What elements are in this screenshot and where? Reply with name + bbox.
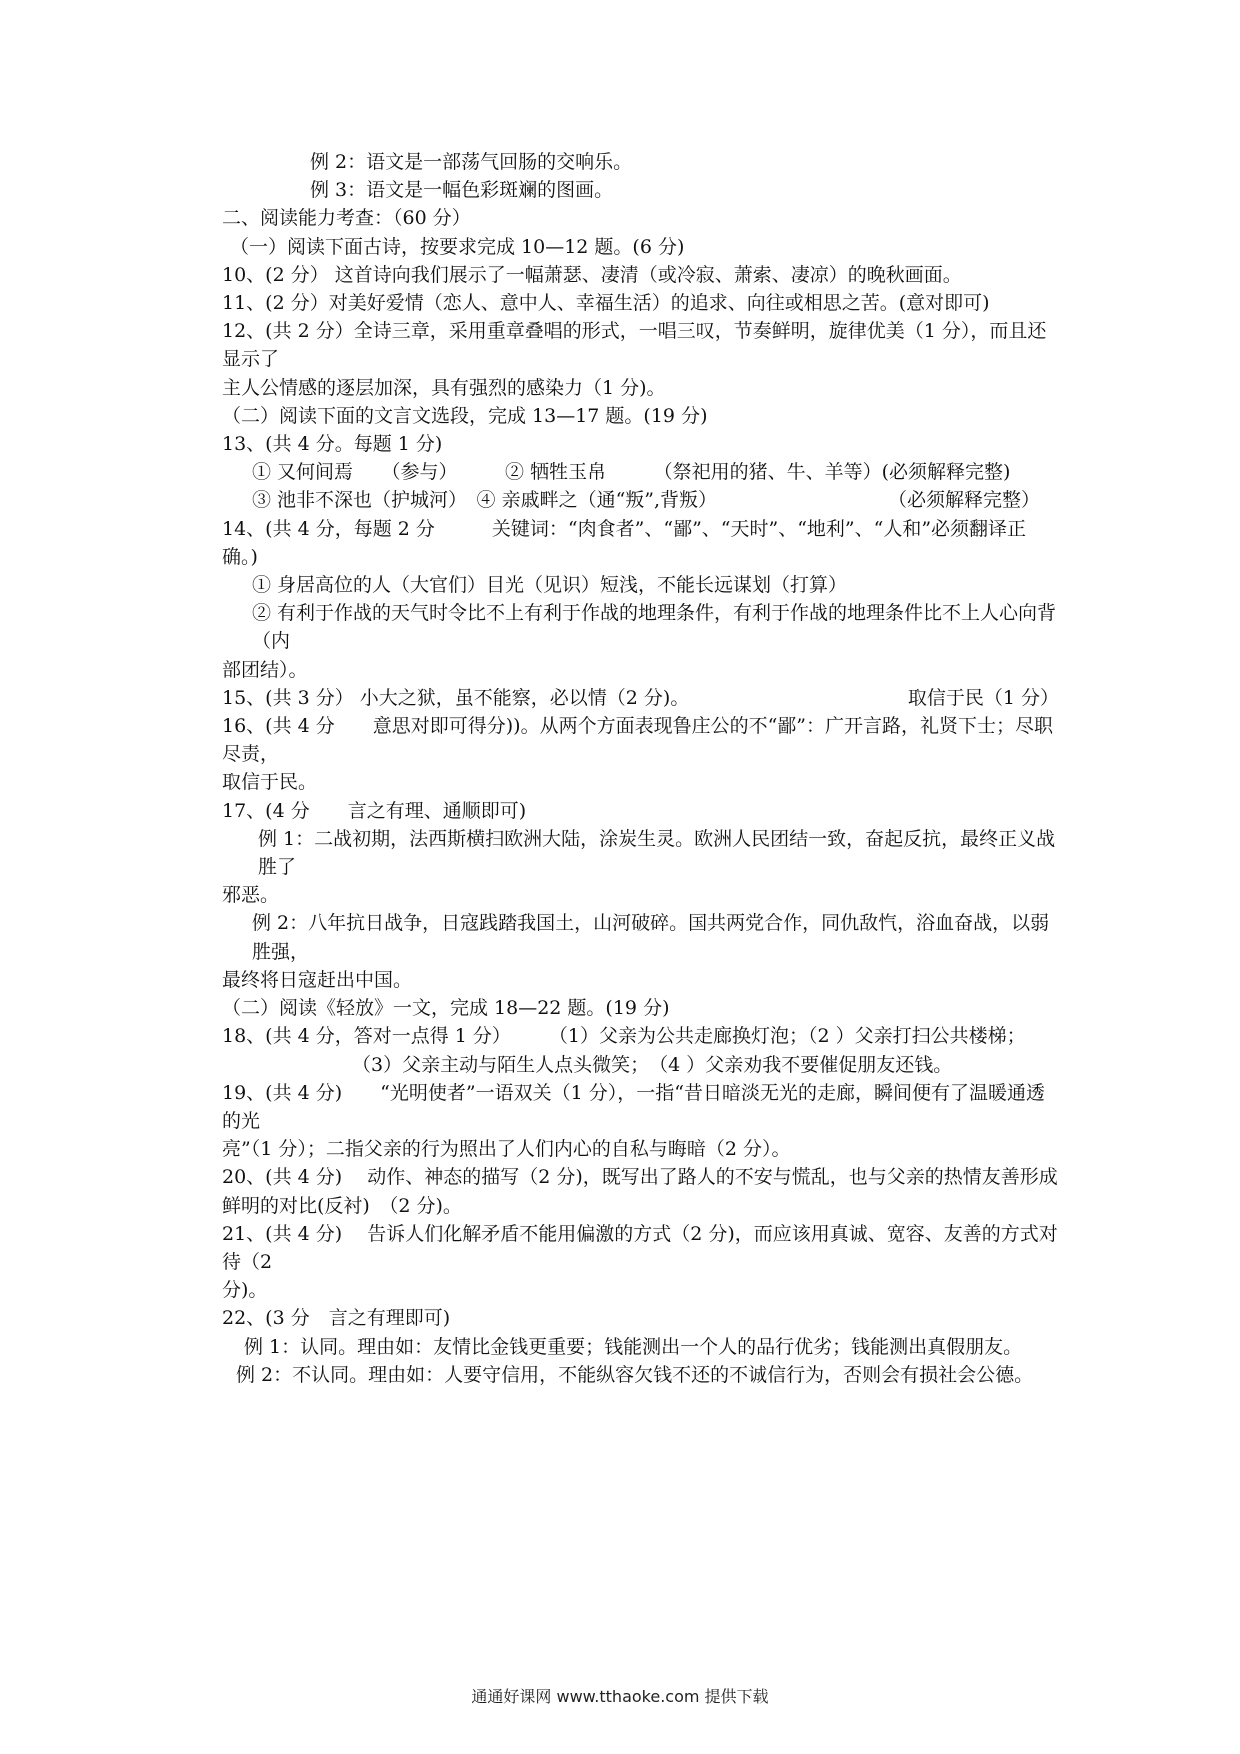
text-line: 20、(共 4 分) 动作、神态的描写（2 分)，既写出了路人的不安与慌乱，也与父亲的热情友善形成鲜明的对比(反衬) （2 分)。 [222, 1166, 1058, 1217]
subsection-heading: （二）阅读《轻放》一文，完成 18—22 题。(19 分) [222, 997, 670, 1020]
text-line: 22、(3 分 言之有理即可) [222, 1307, 451, 1330]
subsection-heading: （一）阅读下面古诗，按要求完成 10—12 题。(6 分) [230, 235, 685, 258]
text-line: 14、(共 4 分，每题 2 分 关键词：“肉食者”、“鄙”、“天时”、“地利”、“人和”必须翻译正确。) [222, 517, 1027, 568]
text-line: 16、(共 4 分 意思对即可得分))。从两个方面表现鲁庄公的不“鄙”：广开言路，礼贤下士；尽职尽责， [222, 715, 1054, 766]
text-line: 亮”（1 分）；二指父亲的行为照出了人们内心的自私与晦暗（2 分）。 [222, 1138, 791, 1161]
text-line: 主人公情感的逐层加深，具有强烈的感染力（1 分)。 [222, 376, 666, 399]
text-line: 部团结）。 [222, 658, 308, 681]
text-line: 18、(共 4 分，答对一点得 1 分） （1）父亲为公共走廊换灯泡；（2 ）父亲打扫公共楼梯； [222, 1025, 1026, 1048]
text-line: 分)。 [222, 1279, 268, 1302]
text-line: 17、(4 分 言之有理、通顺即可) [222, 799, 527, 822]
text-line: 最终将日寇赶出中国。 [222, 968, 413, 991]
text-line: 取信于民。 [222, 771, 318, 794]
text-line: 邪恶。 [222, 884, 280, 907]
text-line: 10、(2 分） 这首诗向我们展示了一幅萧瑟、凄清（或冷寂、萧索、凄凉）的晚秋画面。 [222, 263, 962, 286]
text-line: 例 1：认同。理由如：友情比金钱更重要；钱能测出一个人的品行优劣；钱能测出真假朋友。 [244, 1335, 1023, 1358]
text-line: 例 1：二战初期，法西斯横扫欧洲大陆，涂炭生灵。欧洲人民团结一致，奋起反抗，最终正义战胜了 [258, 827, 1056, 879]
text-line: 12、(共 2 分）全诗三章，采用重章叠唱的形式，一唱三叹，节奏鲜明，旋律优美（1 分），而且还显示了 [222, 320, 1047, 371]
text-line: 11、(2 分）对美好爱情（恋人、意中人、幸福生活）的追求、向往或相思之苦。(意对即可) [222, 292, 990, 315]
subsection-heading: （二）阅读下面的文言文选段，完成 13—17 题。(19 分) [222, 404, 708, 427]
text-line: 例 3：语文是一幅色彩斑斓的图画。 [310, 179, 614, 202]
text-line: 例 2：语文是一部荡气回肠的交响乐。 [310, 151, 633, 173]
text-line: ③ 池非不深也（护城河） ④ 亲戚畔之（通“叛”,背叛） （必须解释完整） [252, 489, 1041, 512]
text-line: ② 有利于作战的天气时令比不上有利于作战的地理条件，有利于作战的地理条件比不上人心向背（内 [252, 602, 1057, 653]
text-line: 21、(共 4 分) 告诉人们化解矛盾不能用偏激的方式（2 分)，而应该用真诚、宽容、友善的方式对待（2 [222, 1222, 1058, 1273]
text-line: 13、(共 4 分。每题 1 分) [222, 433, 443, 456]
text-line: 例 2：八年抗日战争，日寇践踏我国土，山河破碎。国共两党合作，同仇敌忾，浴血奋战，以弱胜强， [252, 912, 1050, 963]
text-line: ① 又何间焉 （参与） ② 牺牲玉帛 （祭祀用的猪、牛、羊等）(必须解释完整) [252, 461, 1011, 484]
text-line: （3）父亲主动与陌生人点头微笑； （4 ）父亲劝我不要催促朋友还钱。 [352, 1053, 953, 1076]
answer-text-body [222, 148, 1058, 1389]
section-heading: 二、阅读能力考查：（60 分） [222, 207, 471, 230]
text-line: 19、(共 4 分) “光明使者”一语双关（1 分），一指“昔日暗淡无光的走廊，瞬间便有了温暖通透的光 [222, 1081, 1045, 1132]
download-source-footer: 通通好课网 www.tthaoke.com 提供下载 [471, 1687, 769, 1706]
text-line: 例 2：不认同。理由如：人要守信用，不能纵容欠钱不还的不诚信行为，否则会有损社会公德。 [236, 1363, 1034, 1386]
text-line: ① 身居高位的人（大官们）目光（见识）短浅，不能长远谋划（打算） [252, 574, 848, 597]
text-line: 15、(共 3 分） 小大之狱，虽不能察，必以情（2 分)。 取信于民（1 分） [222, 686, 1059, 709]
